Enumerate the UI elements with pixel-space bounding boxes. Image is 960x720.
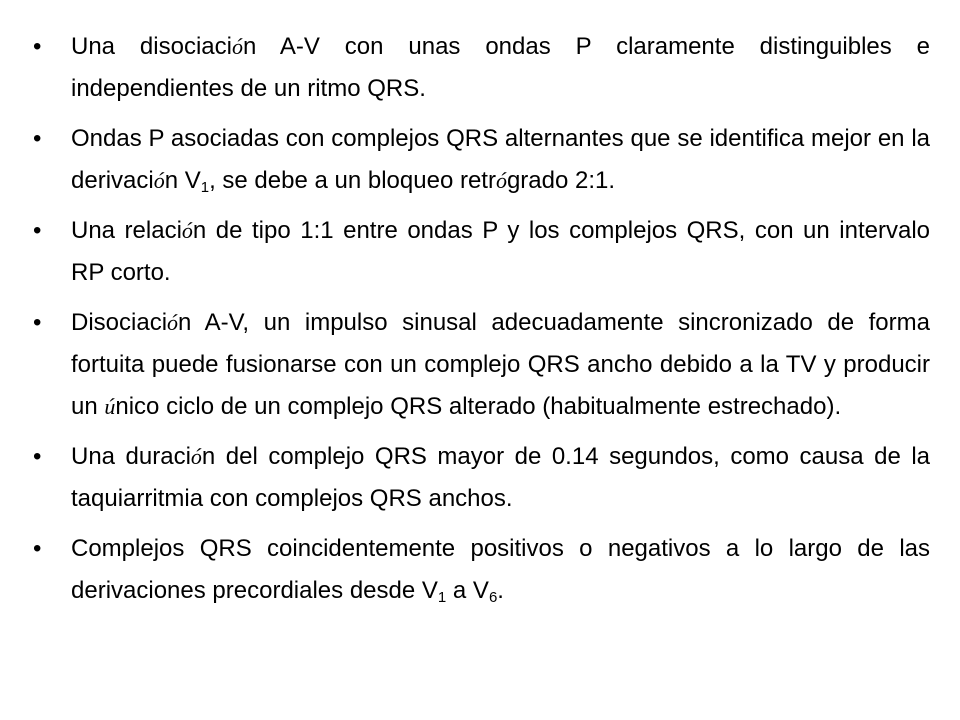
bullet-text [71, 309, 930, 420]
accented-letter: ó [153, 168, 165, 193]
text-segment: Una duraci [71, 443, 191, 470]
accented-letter: ó [167, 310, 179, 335]
text-segment: , se debe a un bloqueo retr [209, 167, 496, 194]
subscript: 6 [488, 589, 498, 606]
subscript: 1 [437, 589, 447, 606]
bullet-text [71, 125, 930, 194]
subscript: 1 [200, 179, 210, 196]
text-segment: . [497, 577, 504, 604]
accented-letter: ó [181, 218, 193, 243]
text-segment: Complejos QRS coincidentemente positivos o negativos a lo largo de las derivaciones precordiales desde V [71, 535, 930, 604]
bullet-point-icon: • [33, 33, 42, 60]
text-segment: nico ciclo de un complejo QRS alterado (habitualmente estrechado). [115, 393, 842, 420]
text-segment: n de tipo 1:1 entre ondas P y los complejos QRS, con un intervalo RP corto. [71, 217, 930, 286]
bullet-item [30, 528, 930, 612]
bullet-point-icon: • [33, 217, 42, 244]
text-segment: Disociaci [71, 309, 168, 336]
bullet-text [71, 443, 930, 512]
text-segment: a V [446, 577, 489, 604]
text-segment: n V [164, 167, 201, 194]
text-segment: Ondas P asociadas con complejos QRS alternantes que se identifica mejor en la derivaci [71, 125, 930, 194]
text-segment: n del complejo QRS mayor de 0.14 segundos, como causa de la taquiarritmia con complejos QRS anchos. [71, 443, 930, 512]
bullet-item [30, 436, 930, 520]
text-segment: n A-V con unas ondas P claramente distinguibles e independientes de un ritmo QRS. [71, 33, 931, 102]
text-segment: grado 2:1. [506, 167, 616, 194]
bullet-text [71, 217, 930, 286]
bullet-point-icon: • [33, 443, 42, 470]
bullet-item [30, 302, 930, 428]
accented-letter: ó [231, 34, 243, 59]
bullet-text [71, 33, 930, 102]
bullet-list [30, 26, 930, 612]
accented-letter: ó [190, 444, 202, 469]
bullet-item [30, 210, 930, 294]
bullet-item [30, 118, 930, 202]
text-segment: n A-V, un impulso sinusal adecuadamente sincronizado de forma fortuita puede fusionarse con un complejo QRS ancho debido a la TV y producir un [71, 309, 930, 420]
bullet-item [30, 26, 930, 110]
accented-letter: ó [495, 168, 507, 193]
bullet-point-icon: • [33, 535, 42, 562]
bullet-point-icon: • [33, 309, 42, 336]
text-segment: Una relaci [71, 217, 182, 244]
text-segment: Una disociaci [71, 33, 232, 60]
bullet-text [71, 535, 930, 604]
accented-letter: ú [104, 394, 116, 419]
bullet-point-icon: • [33, 125, 42, 152]
